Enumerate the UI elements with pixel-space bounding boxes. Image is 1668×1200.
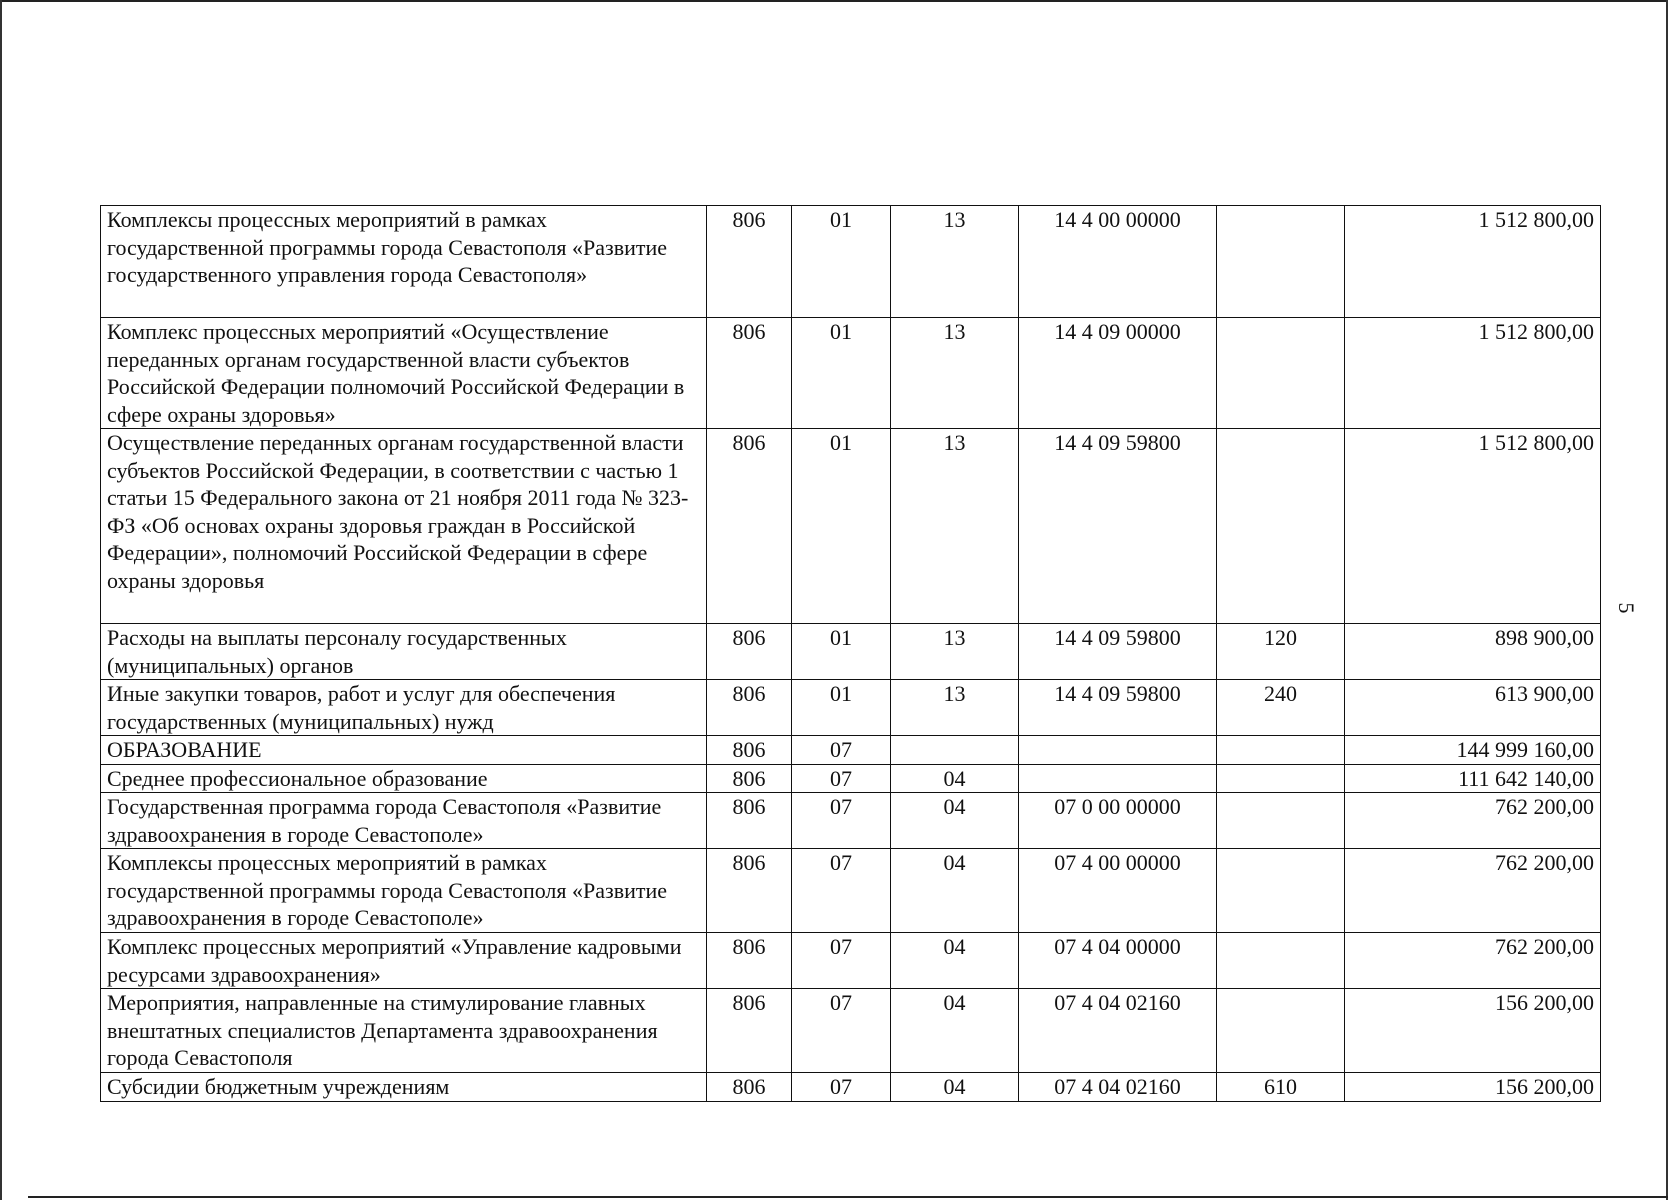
row-rz: 01: [792, 429, 891, 624]
row-ved: 806: [707, 624, 792, 680]
row-name: Государственная программа города Севастополя «Развитие здравоохранения в городе Севастополе»: [101, 793, 707, 849]
row-rz: 07: [792, 793, 891, 849]
row-amount: 762 200,00: [1345, 933, 1601, 989]
row-pr: 04: [891, 764, 1019, 793]
row-name: Расходы на выплаты персоналу государственных (муниципальных) органов: [101, 624, 707, 680]
row-vr: [1217, 849, 1345, 933]
row-ved: 806: [707, 989, 792, 1073]
row-ved: 806: [707, 680, 792, 736]
row-rz: 07: [792, 849, 891, 933]
table-row: [101, 849, 1601, 933]
row-amount: 762 200,00: [1345, 793, 1601, 849]
row-amount: 1 512 800,00: [1345, 429, 1601, 624]
row-pr: 13: [891, 318, 1019, 429]
row-csr: 14 4 09 59800: [1019, 680, 1217, 736]
row-pr: 13: [891, 624, 1019, 680]
row-pr: 04: [891, 933, 1019, 989]
table-row: [101, 206, 1601, 318]
row-pr: 13: [891, 429, 1019, 624]
row-name: ОБРАЗОВАНИЕ: [101, 736, 707, 765]
row-name: Комплексы процессных мероприятий в рамках государственной программы города Севастополя «Развитие государственного управления города Севастополя»: [101, 206, 707, 318]
row-name: Субсидии бюджетным учреждениям: [101, 1073, 707, 1102]
table-row: [101, 624, 1601, 680]
row-vr: [1217, 206, 1345, 318]
row-ved: 806: [707, 429, 792, 624]
row-csr: 14 4 09 00000: [1019, 318, 1217, 429]
row-name: Осуществление переданных органам государственной власти субъектов Российской Федерации, в соответствии с частью 1 статьи 15 Федерального закона от 21 ноября 2011 года № 323-ФЗ «Об основах охраны здоровья граждан в Российской Федерации», полномочий Российской Федерации в сфере охраны здоровья: [101, 429, 707, 624]
row-rz: 01: [792, 318, 891, 429]
row-ved: 806: [707, 206, 792, 318]
row-rz: 01: [792, 680, 891, 736]
row-ved: 806: [707, 318, 792, 429]
row-vr: [1217, 429, 1345, 624]
row-vr: [1217, 793, 1345, 849]
row-rz: 01: [792, 206, 891, 318]
row-csr: 07 4 04 00000: [1019, 933, 1217, 989]
row-vr: [1217, 933, 1345, 989]
row-ved: 806: [707, 849, 792, 933]
table-row: [101, 318, 1601, 429]
row-rz: 07: [792, 989, 891, 1073]
row-csr: [1019, 764, 1217, 793]
row-vr: 120: [1217, 624, 1345, 680]
row-rz: 07: [792, 764, 891, 793]
row-pr: 13: [891, 206, 1019, 318]
row-vr: [1217, 318, 1345, 429]
row-name: Комплексы процессных мероприятий в рамках государственной программы города Севастополя «Развитие здравоохранения в городе Севастополе»: [101, 849, 707, 933]
page-number: 5: [1614, 602, 1639, 614]
row-csr: 07 0 00 00000: [1019, 793, 1217, 849]
row-name: Мероприятия, направленные на стимулирование главных внештатных специалистов Департамента здравоохранения города Севастополя: [101, 989, 707, 1073]
row-csr: 14 4 09 59800: [1019, 624, 1217, 680]
row-csr: 14 4 00 00000: [1019, 206, 1217, 318]
row-ved: 806: [707, 793, 792, 849]
row-pr: [891, 736, 1019, 765]
budget-table: [100, 205, 1601, 1102]
row-pr: 04: [891, 849, 1019, 933]
row-amount: 613 900,00: [1345, 680, 1601, 736]
row-rz: 07: [792, 933, 891, 989]
row-amount: 762 200,00: [1345, 849, 1601, 933]
row-ved: 806: [707, 933, 792, 989]
row-vr: [1217, 736, 1345, 765]
row-csr: 07 4 04 02160: [1019, 1073, 1217, 1102]
row-amount: 144 999 160,00: [1345, 736, 1601, 765]
table-row: [101, 764, 1601, 793]
row-amount: 898 900,00: [1345, 624, 1601, 680]
row-amount: 1 512 800,00: [1345, 206, 1601, 318]
row-pr: 13: [891, 680, 1019, 736]
row-vr: 610: [1217, 1073, 1345, 1102]
row-csr: 07 4 04 02160: [1019, 989, 1217, 1073]
scan-edge-bottom: [28, 1196, 1668, 1198]
row-amount: 156 200,00: [1345, 989, 1601, 1073]
row-name: Среднее профессиональное образование: [101, 764, 707, 793]
row-name: Комплекс процессных мероприятий «Управление кадровыми ресурсами здравоохранения»: [101, 933, 707, 989]
row-amount: 1 512 800,00: [1345, 318, 1601, 429]
table-row: [101, 1073, 1601, 1102]
table-row: [101, 429, 1601, 624]
row-ved: 806: [707, 1073, 792, 1102]
table-row: [101, 680, 1601, 736]
row-amount: 111 642 140,00: [1345, 764, 1601, 793]
row-csr: 14 4 09 59800: [1019, 429, 1217, 624]
table-row: [101, 933, 1601, 989]
row-csr: [1019, 736, 1217, 765]
table-row: [101, 989, 1601, 1073]
row-name: Комплекс процессных мероприятий «Осуществление переданных органам государственной власти субъектов Российской Федерации полномочий Российской Федерации в сфере охраны здоровья»: [101, 318, 707, 429]
scan-edge-left: [0, 0, 2, 1200]
row-vr: [1217, 764, 1345, 793]
row-pr: 04: [891, 989, 1019, 1073]
table-row: [101, 793, 1601, 849]
row-vr: 240: [1217, 680, 1345, 736]
row-rz: 07: [792, 736, 891, 765]
table-row: [101, 736, 1601, 765]
row-amount: 156 200,00: [1345, 1073, 1601, 1102]
row-rz: 07: [792, 1073, 891, 1102]
row-vr: [1217, 989, 1345, 1073]
row-pr: 04: [891, 793, 1019, 849]
row-pr: 04: [891, 1073, 1019, 1102]
row-rz: 01: [792, 624, 891, 680]
scan-edge-top: [0, 0, 1668, 2]
row-name: Иные закупки товаров, работ и услуг для обеспечения государственных (муниципальных) нужд: [101, 680, 707, 736]
row-csr: 07 4 00 00000: [1019, 849, 1217, 933]
row-ved: 806: [707, 764, 792, 793]
table-body: [101, 206, 1601, 1102]
row-ved: 806: [707, 736, 792, 765]
